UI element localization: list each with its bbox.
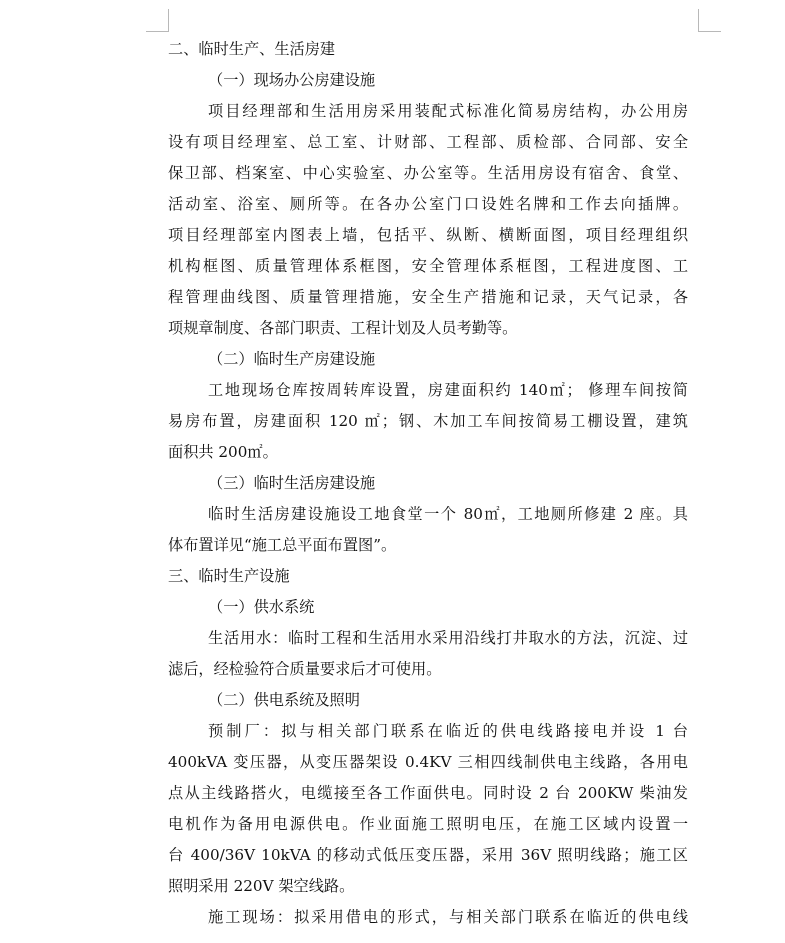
paragraph-line: 项规章制度、各部门职责、工程计划及人员考勤等。 — [168, 319, 518, 337]
paragraph-line: 预制厂：拟与相关部门联系在临近的供电线路接电并设 1 台 — [208, 722, 688, 740]
paragraph-line: 电机作为备用电源供电。作业面施工照明电压，在施工区域内设置一 — [168, 815, 688, 833]
paragraph-line: 项目经理部和生活用房采用装配式标准化简易房结构，办公用房 — [208, 102, 688, 120]
paragraph-line: 设有项目经理室、总工室、计财部、工程部、质检部、合同部、安全 — [168, 133, 688, 151]
paragraph-line: 台 400/36V 10kVA 的移动式低压变压器，采用 36V 照明线路；施工区 — [168, 846, 688, 864]
paragraph-line: 活动室、浴室、厕所等。在各办公室门口设姓名牌和工作去向插牌。 — [168, 195, 688, 213]
paragraph-line: 照明采用 220V 架空线路。 — [168, 877, 355, 895]
section-heading: 二、临时生产、生活房建 — [168, 40, 336, 58]
subsection-heading: （二）供电系统及照明 — [208, 691, 360, 709]
paragraph-line: 临时生活房建设施设工地食堂一个 80㎡，工地厕所修建 2 座。具 — [208, 505, 688, 523]
subsection-heading: （三）临时生活房建设施 — [208, 474, 376, 492]
crop-mark-top-left — [146, 9, 169, 32]
paragraph-line: 体布置详见“施工总平面布置图”。 — [168, 536, 397, 554]
paragraph-line: 易房布置，房建面积 120 ㎡；钢、木加工车间按简易工棚设置，建筑 — [168, 412, 688, 430]
paragraph-line: 点从主线路搭火，电缆接至各工作面供电。同时设 2 台 200KW 柴油发 — [168, 784, 688, 802]
subsection-heading: （二）临时生产房建设施 — [208, 350, 376, 368]
paragraph-line: 滤后，经检验符合质量要求后才可使用。 — [168, 660, 442, 678]
crop-mark-top-right — [698, 9, 721, 32]
paragraph-line: 400kVA 变压器，从变压器架设 0.4KV 三相四线制供电主线路，各用电 — [168, 753, 688, 771]
paragraph-line: 保卫部、档案室、中心实验室、办公室等。生活用房设有宿舍、食堂、 — [168, 164, 688, 182]
subsection-heading: （一）供水系统 — [208, 598, 315, 616]
paragraph-line: 面积共 200㎡。 — [168, 443, 278, 461]
paragraph-line: 施工现场：拟采用借电的形式，与相关部门联系在临近的供电线 — [208, 908, 688, 926]
paragraph-line: 项目经理部室内图表上墙，包括平、纵断、横断面图，项目经理组织 — [168, 226, 688, 244]
paragraph-line: 程管理曲线图、质量管理措施，安全生产措施和记录，天气记录，各 — [168, 288, 688, 306]
paragraph-line: 工地现场仓库按周转库设置，房建面积约 140㎡； 修理车间按简 — [208, 381, 688, 399]
paragraph-line: 生活用水：临时工程和生活用水采用沿线打井取水的方法，沉淀、过 — [208, 629, 688, 647]
document-body[interactable] — [168, 34, 688, 933]
paragraph-line: 机构框图、质量管理体系框图，安全管理体系框图，工程进度图、工 — [168, 257, 688, 275]
section-heading: 三、临时生产设施 — [168, 567, 290, 585]
subsection-heading: （一）现场办公房建设施 — [208, 71, 376, 89]
